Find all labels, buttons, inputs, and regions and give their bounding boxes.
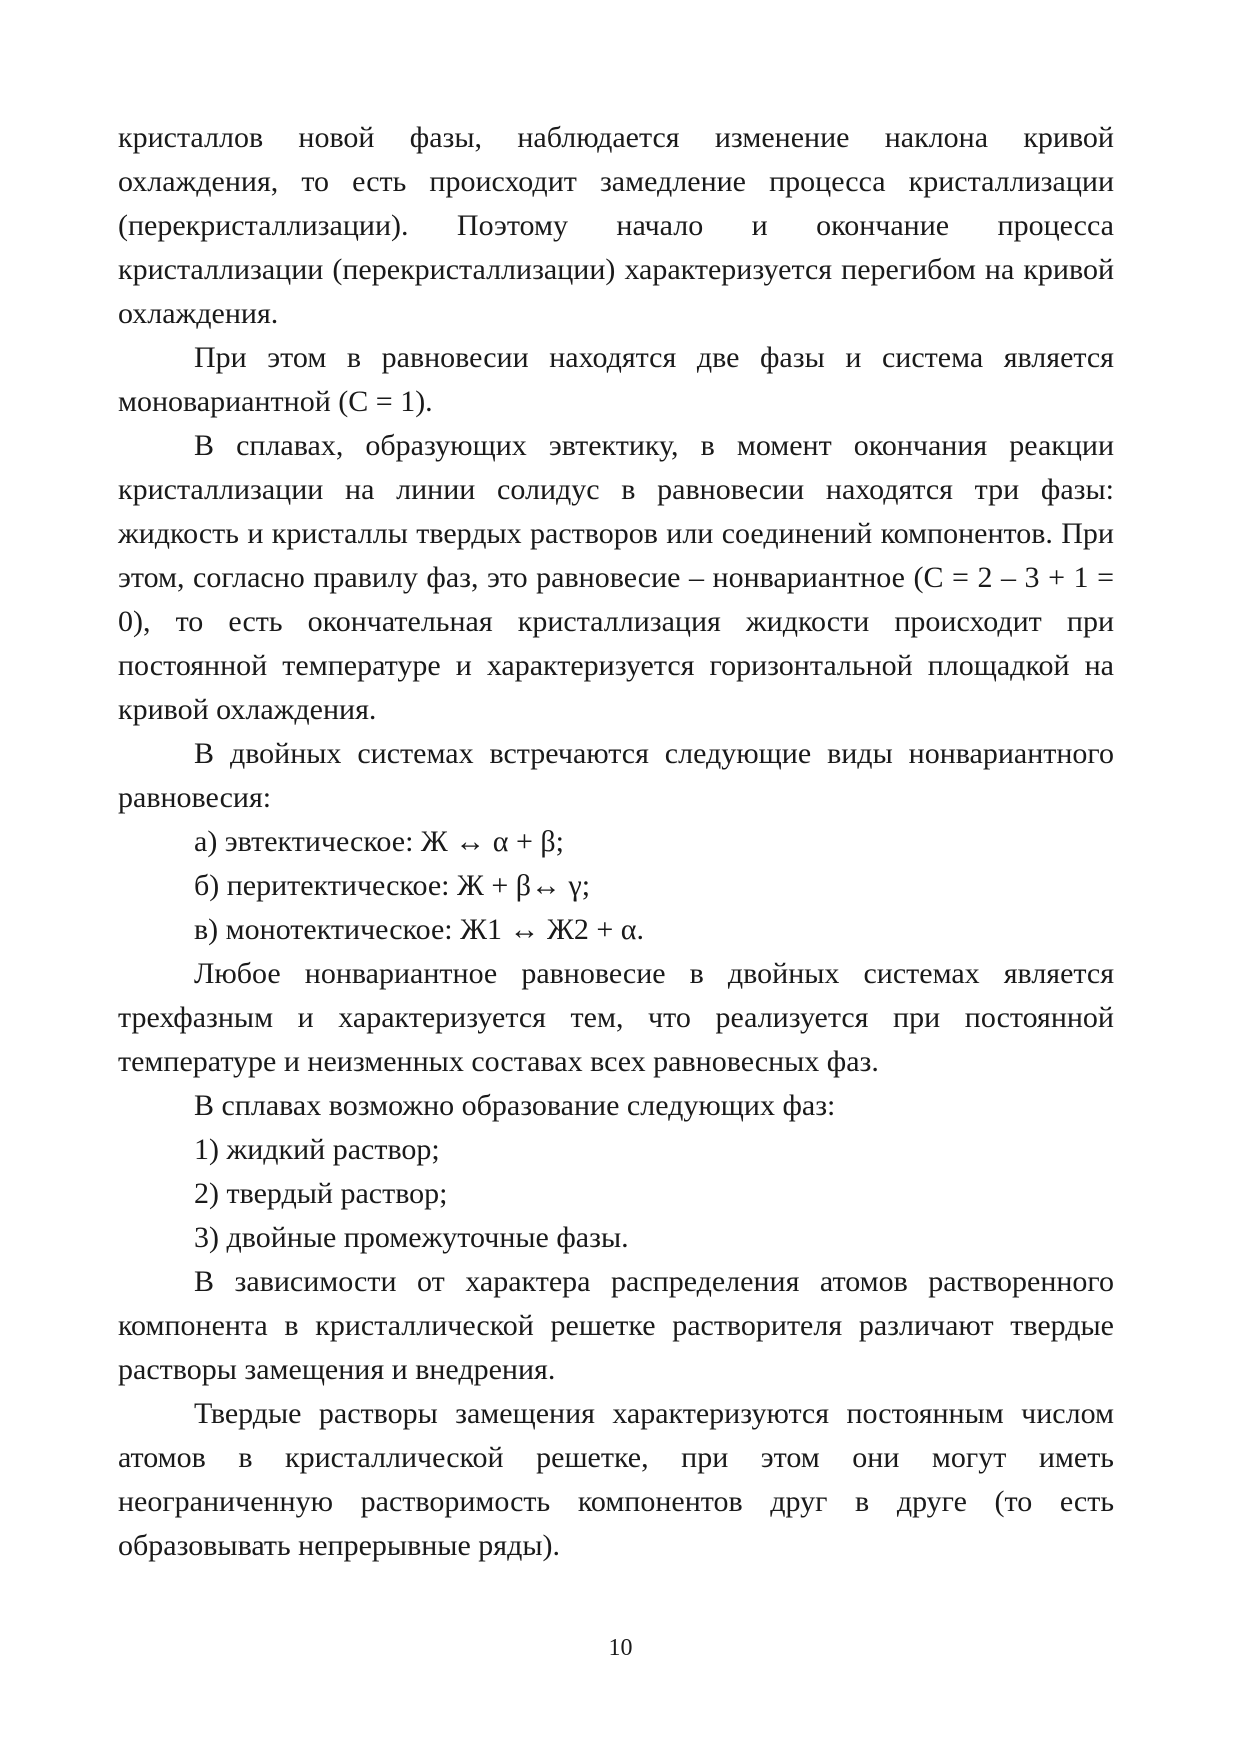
list-item-solid-solution: 2) твердый раствор;	[194, 1177, 448, 1210]
list-item-monotectic: в) монотектическое: Ж1 ↔ Ж2 + α.	[194, 913, 644, 946]
list-item-eutectic: а) эвтектическое: Ж ↔ α + β;	[194, 825, 565, 858]
paragraph-three-phase: Любое нонвариантное равновесие в двойных системах является трехфазным и характеризуется тем, что реализуется при постоянной температуре и неизменных составах всех равновесных фаз.	[118, 957, 1114, 1078]
paragraph-phases-intro: В сплавах возможно образование следующих фаз:	[194, 1089, 836, 1122]
page-number: 10	[608, 1635, 633, 1661]
paragraph-solid-solution-types: В зависимости от характера распределения атомов растворенного компонента в кристаллической решетке растворителя различают твердые растворы замещения и внедрения.	[118, 1265, 1114, 1386]
paragraph-eutectic: В сплавах, образующих эвтектику, в момент окончания реакции кристаллизации на линии солидус в равновесии находятся три фазы: жидкость и кристаллы твердых растворов или соединений компонентов. При этом, согласно правилу фаз, это равновесие – нонвариантное (С = 2 – 3 + 1 = 0), то есть окончательная кристаллизация жидкости происходит при постоянной температуре и характеризуется горизонтальной площадкой на кривой охлаждения.	[118, 429, 1114, 726]
body-text	[118, 116, 1114, 1568]
list-item-liquid-solution: 1) жидкий раствор;	[194, 1133, 440, 1166]
paragraph-crystallization-curve: кристаллов новой фазы, наблюдается изменение наклона кривой охлаждения, то есть происходит замедление процесса кристаллизации (перекристаллизации). Поэтому начало и окончание процесса кристаллизации (перекристаллизации) характеризуется перегибом на кривой охлаждения.	[118, 121, 1114, 330]
paragraph-nonvariant-types-intro: В двойных системах встречаются следующие виды нонвариантного равновесия:	[118, 737, 1114, 814]
list-item-peritectic: б) перитектическое: Ж + β↔ γ;	[194, 869, 591, 902]
paragraph-monovariant: При этом в равновесии находятся две фазы и система является моновариантной (С = 1).	[118, 341, 1114, 418]
paragraph-substitution-solutions: Твердые растворы замещения характеризуются постоянным числом атомов в кристаллической решетке, при этом они могут иметь неограниченную растворимость компонентов друг в друге (то есть образовывать непрерывные ряды).	[118, 1397, 1114, 1562]
list-item-intermediate-phases: 3) двойные промежуточные фазы.	[194, 1221, 629, 1254]
